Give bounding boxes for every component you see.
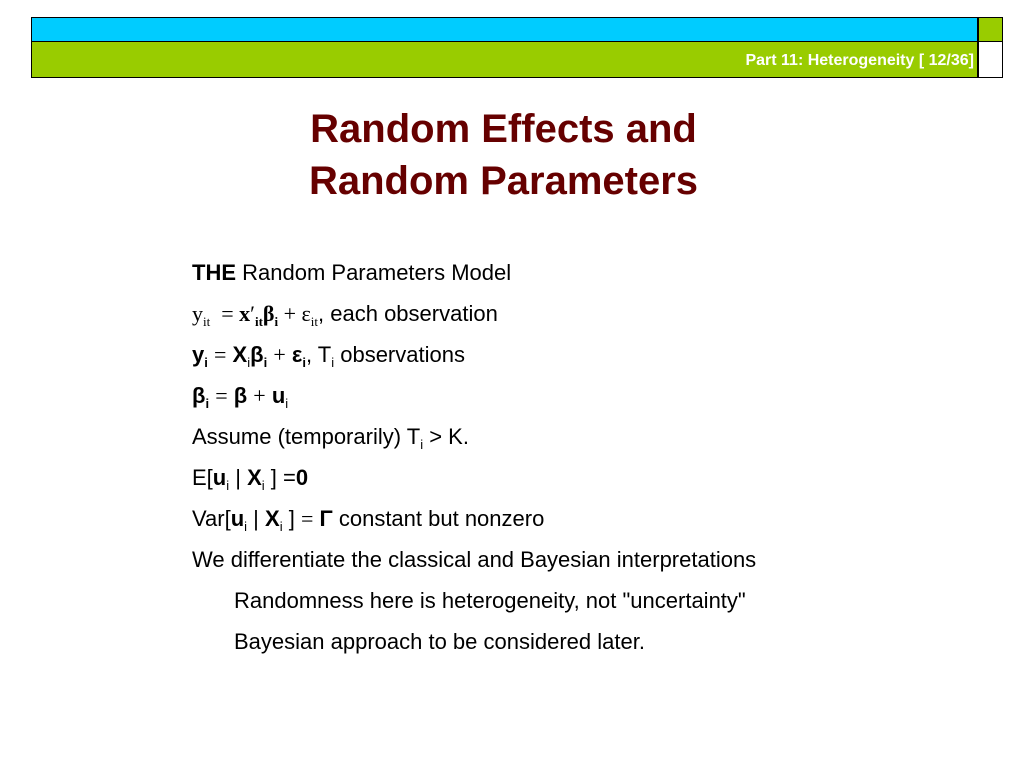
eq1-text: , each observation xyxy=(318,301,498,326)
slide-body xyxy=(192,252,912,662)
heading-text: Random Parameters Model xyxy=(242,260,512,285)
equation-variance: $Var[u_i$ | $X_i$ ] = Γ constant but nonzero xyxy=(192,506,545,534)
title-line-1: Random Effects and xyxy=(310,107,697,151)
header-top-bar xyxy=(31,17,978,42)
var-text: constant but nonzero xyxy=(338,506,545,531)
bayesian-line: Bayesian approach to be considered later. xyxy=(234,629,645,654)
assumption-line: Assume (temporarily) $T_i > K$. xyxy=(192,424,469,452)
eq2-text: observations xyxy=(340,342,465,367)
part-label: Part 11: Heterogeneity [ 12/36] xyxy=(745,52,974,69)
assume-tail: > K. xyxy=(429,424,469,449)
heading-bold: THE xyxy=(192,260,236,285)
equation-group: $y_i = X_i\beta_i + \varepsilon_i$, $T_i$ observations xyxy=(192,342,465,370)
equation-beta: $\beta_i = \beta + u_i$ xyxy=(192,383,289,411)
header-side-square xyxy=(978,42,1003,78)
header-corner-square xyxy=(978,17,1003,42)
differentiate-line: We differentiate the classical and Bayesian interpretations xyxy=(192,547,757,572)
model-heading xyxy=(192,252,912,293)
randomness-line: Randomness here is heterogeneity, not "uncertainty" xyxy=(234,588,746,613)
equation-observation: $y_{it} = x'_{it}\beta_i + \varepsilon_{it}$, each observation xyxy=(192,301,498,329)
equation-expectation: $E[u_i$ | $X_i$ ] =0 xyxy=(192,465,309,493)
assume-text: Assume (temporarily) T xyxy=(192,424,421,449)
slide-title xyxy=(0,103,1007,207)
title-line-2: Random Parameters xyxy=(308,159,699,203)
